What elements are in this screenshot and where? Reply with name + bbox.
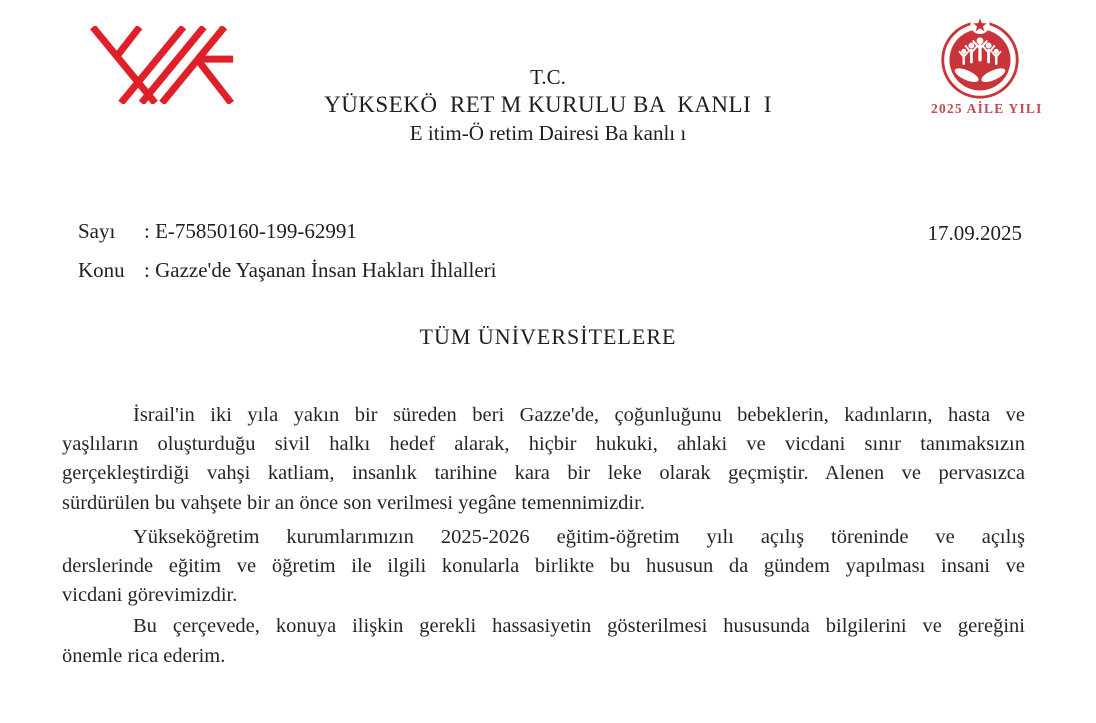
addressee-line: TÜM ÜNİVERSİTELERE — [419, 324, 677, 349]
letterhead-organization: YÜKSEKÖ RET M KURULU BA KANLI I — [324, 92, 772, 117]
body-line: İsrail'in iki yıla yakın bir süreden beri Gazze'de, çoğunluğunu bebeklerin, kadınların, hasta ve — [133, 404, 1025, 426]
body-line: derslerinde eğitim ve öğretim ile ilgili konularla birlikte bu hususun da gündem yapılması insani ve — [62, 555, 1025, 578]
body-paragraph — [62, 401, 1025, 518]
body-line: yaşlıların oluşturduğu sivil halkı hedef alarak, hiçbir hukuki, ahlaki ve vicdani sınır tanımaksızın — [62, 433, 1025, 456]
family-emblem-icon — [932, 16, 1028, 100]
letter-body — [62, 401, 1025, 671]
body-line: sürdürülen bu vahşete bir an önce son verilmesi yegâne temennimizdir. — [62, 491, 645, 514]
emblem-caption: 2025 AİLE YILI — [931, 101, 1043, 116]
body-paragraph — [62, 612, 1025, 670]
letterhead-department: E itim-Ö retim Dairesi Ba kanlı ı — [409, 121, 687, 145]
body-line: önemle rica ederim. — [62, 644, 226, 667]
sayi-value: : E-75850160-199-62991 — [144, 219, 357, 243]
meta-block — [78, 218, 496, 284]
letterhead-tc: T.C. — [530, 65, 566, 89]
document-date: 17.09.2025 — [927, 221, 1022, 245]
meta-row-konu — [78, 257, 496, 284]
body-line: Yükseköğretim kurumlarımızın 2025-2026 eğitim-öğretim yılı açılış töreninde ve açılış — [133, 525, 1025, 548]
konu-label: Konu — [78, 258, 125, 282]
meta-row-sayi — [78, 218, 496, 245]
body-line: vicdani görevimizdir. — [62, 584, 238, 607]
family-year-emblem — [931, 16, 1043, 117]
konu-value: : Gazze'de Yaşanan İnsan Hakları İhlalleri — [144, 258, 497, 282]
body-paragraph — [62, 523, 1025, 611]
body-line: gerçekleştirdiği vahşi katliam, insanlık tarihine kara bir leke olarak geçmiştir. Alenen ve pervasızca — [62, 462, 1025, 485]
body-line: Bu çerçevede, konuya ilişkin gerekli hassasiyetin gösterilmesi hususunda bilgilerini ve gereğini — [133, 615, 1025, 638]
sayi-label: Sayı — [78, 219, 116, 243]
